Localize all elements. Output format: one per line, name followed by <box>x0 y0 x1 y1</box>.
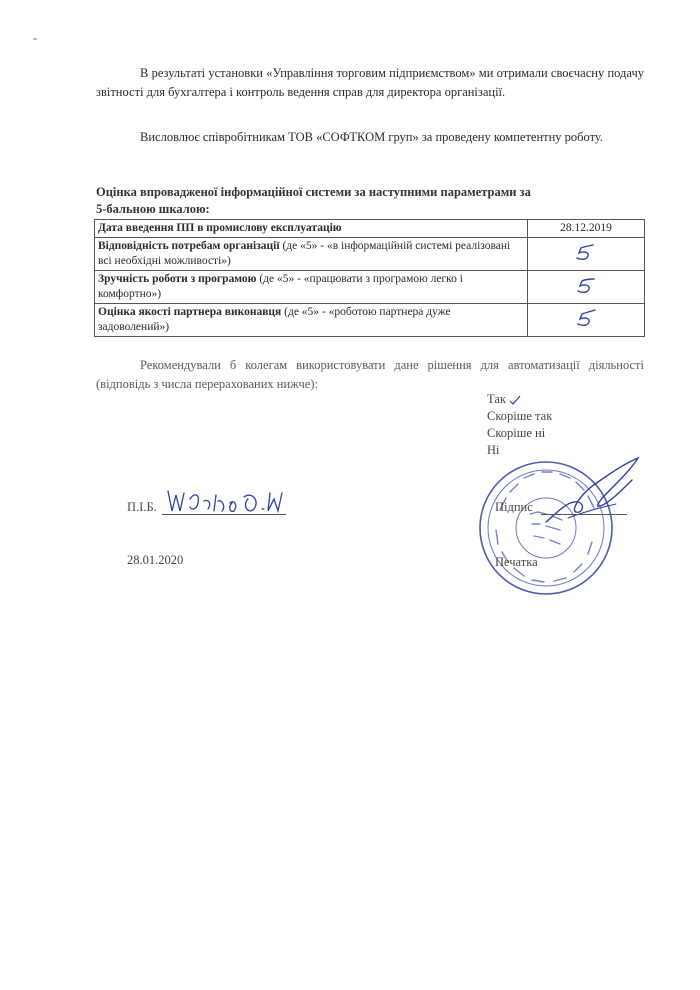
paragraph-results: В результаті установки «Управління торговим підприємством» ми отримали своєчасну подачу звітності для бухгалтера і контроль ведення справ для директора організації. <box>96 66 644 99</box>
table-row <box>95 238 645 271</box>
document-date: 28.01.2020 <box>127 553 184 567</box>
row-value <box>528 304 645 337</box>
table-row <box>95 304 645 337</box>
handwritten-five-icon <box>571 307 601 329</box>
option-label: Так <box>487 392 506 406</box>
row-note: (де «5» - «в інформаційній системі реалізовані всі необхідні можливості») <box>98 240 511 267</box>
director-signature-icon <box>538 452 648 532</box>
signature-label: Підпис <box>495 500 533 514</box>
table-row <box>95 271 645 304</box>
handwritten-five-icon <box>571 241 601 263</box>
paragraph-thanks: Висловлює співробітникам ТОВ «СОФТКОМ груп» за проведену компетентну роботу. <box>140 130 604 144</box>
table-row <box>95 220 645 238</box>
handwritten-name-icon <box>164 481 288 517</box>
recommendation-options <box>487 391 552 459</box>
option-rather-yes: Скоріше так <box>487 409 553 423</box>
row-note: (де «5» - «роботою партнера дуже задоволений») <box>98 306 451 333</box>
evaluation-heading <box>96 184 644 218</box>
pib-label: П.І.Б. <box>127 500 157 514</box>
option-rather-no: Скоріше ні <box>487 426 546 440</box>
row-label-bold: Зручність роботи з програмою <box>98 273 257 285</box>
evaluation-heading-line1: Оцінка впровадженої інформаційної системи за наступними параметрами за <box>96 185 531 199</box>
evaluation-table <box>94 219 645 337</box>
row-label-bold: Відповідність потребам організації <box>98 240 280 252</box>
row-label <box>95 271 528 304</box>
row-label <box>95 220 528 238</box>
signature-underline <box>541 514 627 515</box>
checkmark-icon <box>509 395 521 405</box>
recommendation-text: Рекомендували б колегам використовувати дане рішення для автоматизації діяльності (відповідь з числа перерахованих нижче): <box>96 358 644 391</box>
row-note: (де «5» - «працювати з програмою легко і комфортно») <box>98 273 463 300</box>
stamp-label: Печатка <box>495 555 538 569</box>
row-label-bold: Оцінка якості партнера виконавця <box>98 306 282 318</box>
evaluation-heading-line2: 5-бальною шкалою: <box>96 202 210 216</box>
scan-artifact <box>33 38 37 40</box>
option-yes <box>487 391 552 408</box>
row-value <box>528 238 645 271</box>
option-no: Ні <box>487 443 500 457</box>
row-label <box>95 238 528 271</box>
row-value <box>528 271 645 304</box>
handwritten-five-icon <box>571 274 601 296</box>
row-value: 28.12.2019 <box>528 220 645 238</box>
row-label <box>95 304 528 337</box>
row-label-bold: Дата введення ПП в промислову експлуатацію <box>98 222 342 234</box>
